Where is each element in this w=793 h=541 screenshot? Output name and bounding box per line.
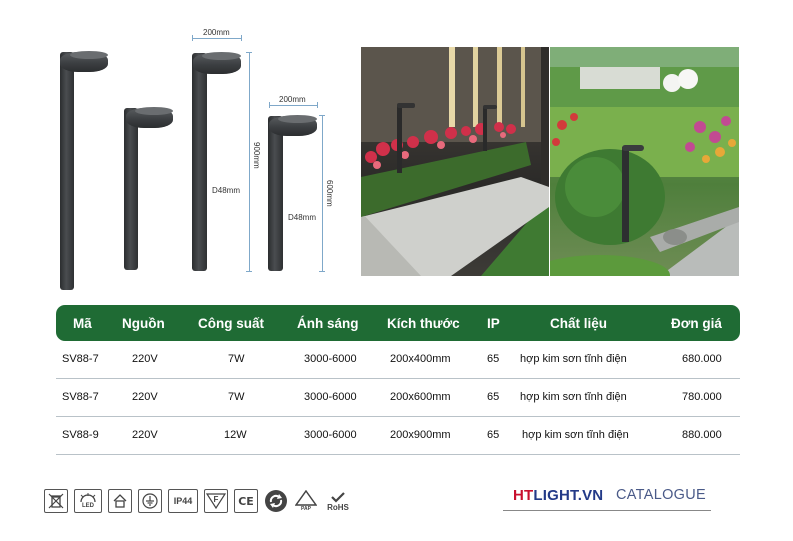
header-kich-thuoc: Kích thước [387, 315, 460, 331]
lamp-3-height-tick-bottom [246, 271, 252, 272]
header-nguon: Nguồn [122, 315, 165, 331]
cell-cong-suat: 12W [224, 429, 247, 441]
lamp-3-pole [192, 53, 207, 271]
garden-scene [550, 47, 739, 276]
rohs-icon [324, 489, 352, 513]
table-row [56, 341, 740, 379]
pap-icon [294, 489, 318, 513]
ce-mark-icon [234, 489, 258, 513]
lamp-1-head-top [70, 51, 108, 59]
lamp-2-pole [124, 108, 138, 270]
led-icon [74, 489, 102, 513]
header-cong-suat: Công suất [198, 315, 264, 331]
cell-cong-suat: 7W [228, 391, 245, 403]
lamp-3-width-label: 200mm [203, 28, 230, 37]
header-ip: IP [487, 315, 500, 331]
cell-chat-lieu: hợp kim sơn tĩnh điện [522, 429, 629, 441]
installation-photo-garden [550, 47, 739, 276]
cell-kich-thuoc: 200x900mm [390, 429, 451, 441]
cell-don-gia: 780.000 [682, 391, 722, 403]
lamp-1-pole [60, 52, 74, 290]
brand-rest: LIGHT.VN [533, 487, 604, 504]
cell-nguon: 220V [132, 391, 158, 403]
cell-cong-suat: 7W [228, 353, 245, 365]
lamp-3-height-label: 900mm [252, 142, 261, 169]
catalogue-label: CATALOGUE [616, 487, 706, 503]
header-don-gia: Đơn giá [671, 315, 722, 331]
cell-kich-thuoc: 200x600mm [390, 391, 451, 403]
certification-icons [44, 486, 352, 516]
cell-don-gia: 680.000 [682, 353, 722, 365]
f-label: F [213, 494, 219, 504]
table-header [56, 305, 740, 341]
ground-icon [138, 489, 162, 513]
lamp-3-head-top [202, 52, 241, 60]
table-row [56, 379, 740, 417]
cell-anh-sang: 3000-6000 [304, 391, 357, 403]
lamp-4-width-tick-right [317, 102, 318, 108]
lamp-3-width-line [192, 38, 241, 39]
lamp-3-height-line [249, 52, 250, 271]
brand-logo [513, 487, 603, 504]
lamp-4-pole [268, 116, 283, 271]
cell-ip: 65 [487, 429, 500, 441]
recycle-icon [264, 489, 288, 513]
cell-ip: 65 [487, 353, 500, 365]
lamp-3-diameter-label: D48mm [212, 186, 241, 195]
cell-ip: 65 [487, 391, 500, 403]
pap-label: PAP [301, 506, 311, 512]
cell-nguon: 220V [132, 429, 158, 441]
brand-underline [503, 510, 711, 511]
header-chat-lieu: Chất liệu [550, 315, 608, 331]
cell-anh-sang: 3000-6000 [304, 429, 357, 441]
header-ma: Mã [73, 315, 92, 331]
ip-rating-icon [168, 489, 198, 513]
product-drawings [40, 20, 340, 285]
installation-photo-pathway [361, 47, 549, 276]
rohs-label: RoHS [327, 502, 349, 512]
lamp-3-width-tick-right [241, 35, 242, 41]
cell-ma: SV88-9 [62, 429, 99, 441]
cell-kich-thuoc: 200x400mm [390, 353, 451, 365]
ce-label: CE [238, 494, 254, 508]
lamp-4-height-line [322, 115, 323, 271]
lamp-4-height-label: 600mm [325, 180, 334, 207]
cell-anh-sang: 3000-6000 [304, 353, 357, 365]
pathway-scene [361, 47, 549, 276]
cell-chat-lieu: hợp kim sơn tĩnh điện [520, 353, 627, 365]
cell-ma: SV88-7 [62, 353, 99, 365]
led-label: LED [82, 502, 94, 509]
weee-bin-icon [44, 489, 68, 513]
lamp-4-height-tick-bottom [319, 271, 325, 272]
cell-nguon: 220V [132, 353, 158, 365]
cell-chat-lieu: hợp kim sơn tĩnh điện [520, 391, 627, 403]
lamp-4-width-label: 200mm [279, 95, 306, 104]
ip-label: IP44 [173, 496, 193, 506]
f-mark-icon [204, 489, 228, 513]
lamp-4-head-top [278, 115, 317, 123]
table-row [56, 417, 740, 455]
lamp-4-width-line [269, 105, 317, 106]
lamp-2-head-top [135, 107, 173, 115]
header-anh-sang: Ánh sáng [297, 315, 359, 331]
indoor-house-icon [108, 489, 132, 513]
cell-don-gia: 880.000 [682, 429, 722, 441]
cell-ma: SV88-7 [62, 391, 99, 403]
product-spec-table [56, 305, 740, 455]
lamp-4-diameter-label: D48mm [288, 213, 317, 222]
brand-ht: HT [513, 487, 534, 504]
